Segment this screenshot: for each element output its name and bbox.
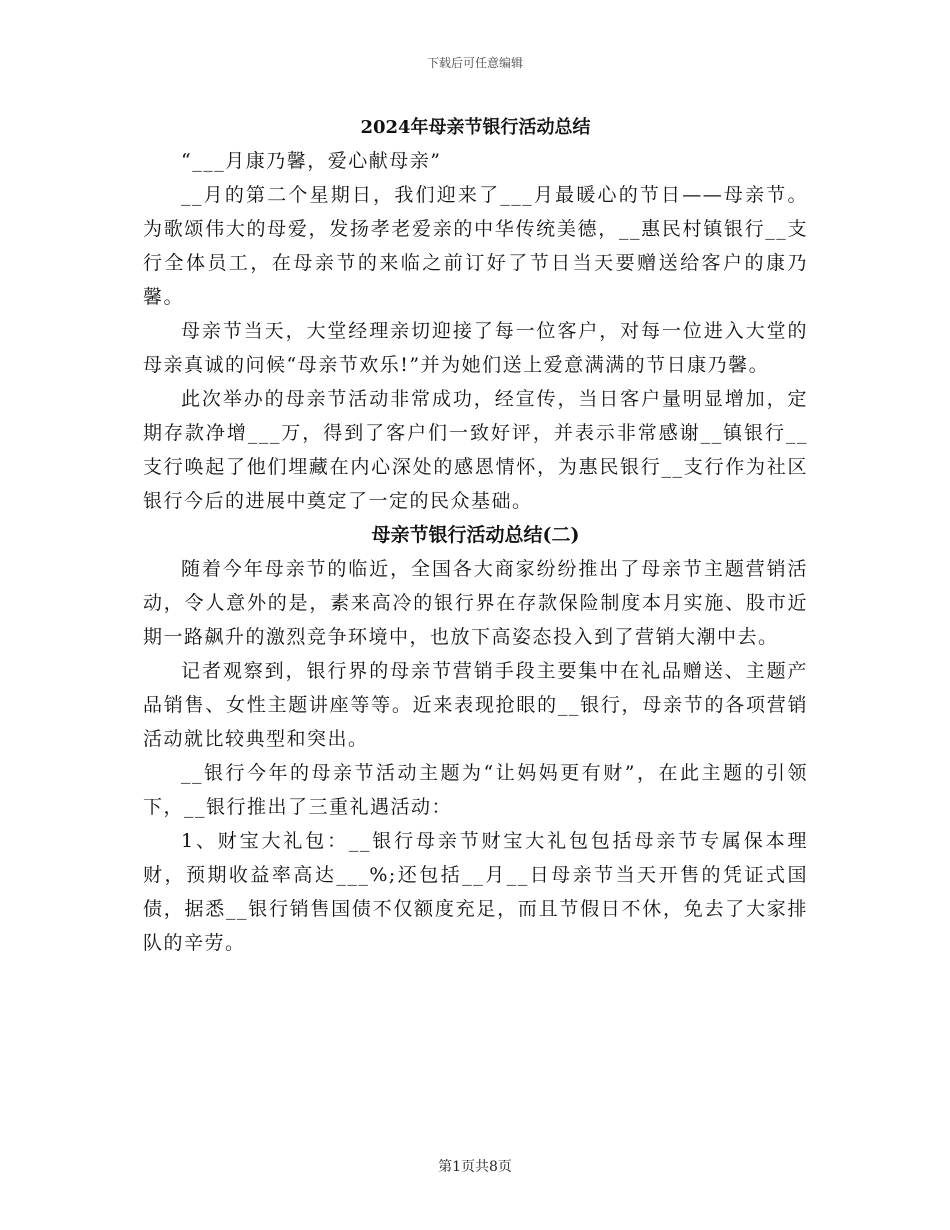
paragraph: 1、财宝大礼包：__银行母亲节财宝大礼包包括母亲节专属保本理财，预期收益率高达___%;还包括__月__日母亲节当天开售的凭证式国债，据悉__银行销售国债不仅额度充足，而且节假日不休，免去了大家排队的辛劳。	[143, 830, 808, 954]
paragraph: 随着今年母亲节的临近，全国各大商家纷纷推出了母亲节主题营销活动，令人意外的是，素来高冷的银行界在存款保险制度本月实施、股市近期一路飙升的激烈竞争环境中，也放下高姿态投入到了营销大潮中去。	[143, 558, 808, 648]
paragraph: 此次举办的母亲节活动非常成功，经宣传，当日客户量明显增加，定期存款净增___万，得到了客户们一致好评，并表示非常感谢__镇银行__支行唤起了他们埋藏在内心深处的感恩情怀，为惠民银行__支行作为社区银行今后的进展中奠定了一定的民众基础。	[143, 388, 808, 512]
paragraph: 母亲节当天，大堂经理亲切迎接了每一位客户，对每一位进入大堂的母亲真诚的问候“母亲节欢乐!”并为她们送上爱意满满的节日康乃馨。	[143, 320, 808, 376]
paragraph: __银行今年的母亲节活动主题为“让妈妈更有财”，在此主题的引领下，__银行推出了三重礼遇活动：	[143, 762, 808, 818]
paragraph: 记者观察到，银行界的母亲节营销手段主要集中在礼品赠送、主题产品销售、女性主题讲座等等。近来表现抢眼的__银行，母亲节的各项营销活动就比较典型和突出。	[143, 660, 808, 750]
document-body	[143, 112, 808, 960]
header-note: 下载后可任意编辑	[426, 56, 523, 70]
document-title: 2024年母亲节银行活动总结	[360, 117, 591, 138]
slogan: “___月康乃馨，爱心献母亲”	[181, 150, 442, 172]
section-subtitle: 母亲节银行活动总结(二)	[371, 524, 580, 546]
page-number: 第1页共8页	[438, 1159, 512, 1175]
paragraph: __月的第二个星期日，我们迎来了___月最暖心的节日——母亲节。为歌颂伟大的母爱，发扬孝老爱亲的中华传统美德，__惠民村镇银行__支行全体员工，在母亲节的来临之前订好了节日当天要赠送给客户的康乃馨。	[143, 184, 808, 308]
